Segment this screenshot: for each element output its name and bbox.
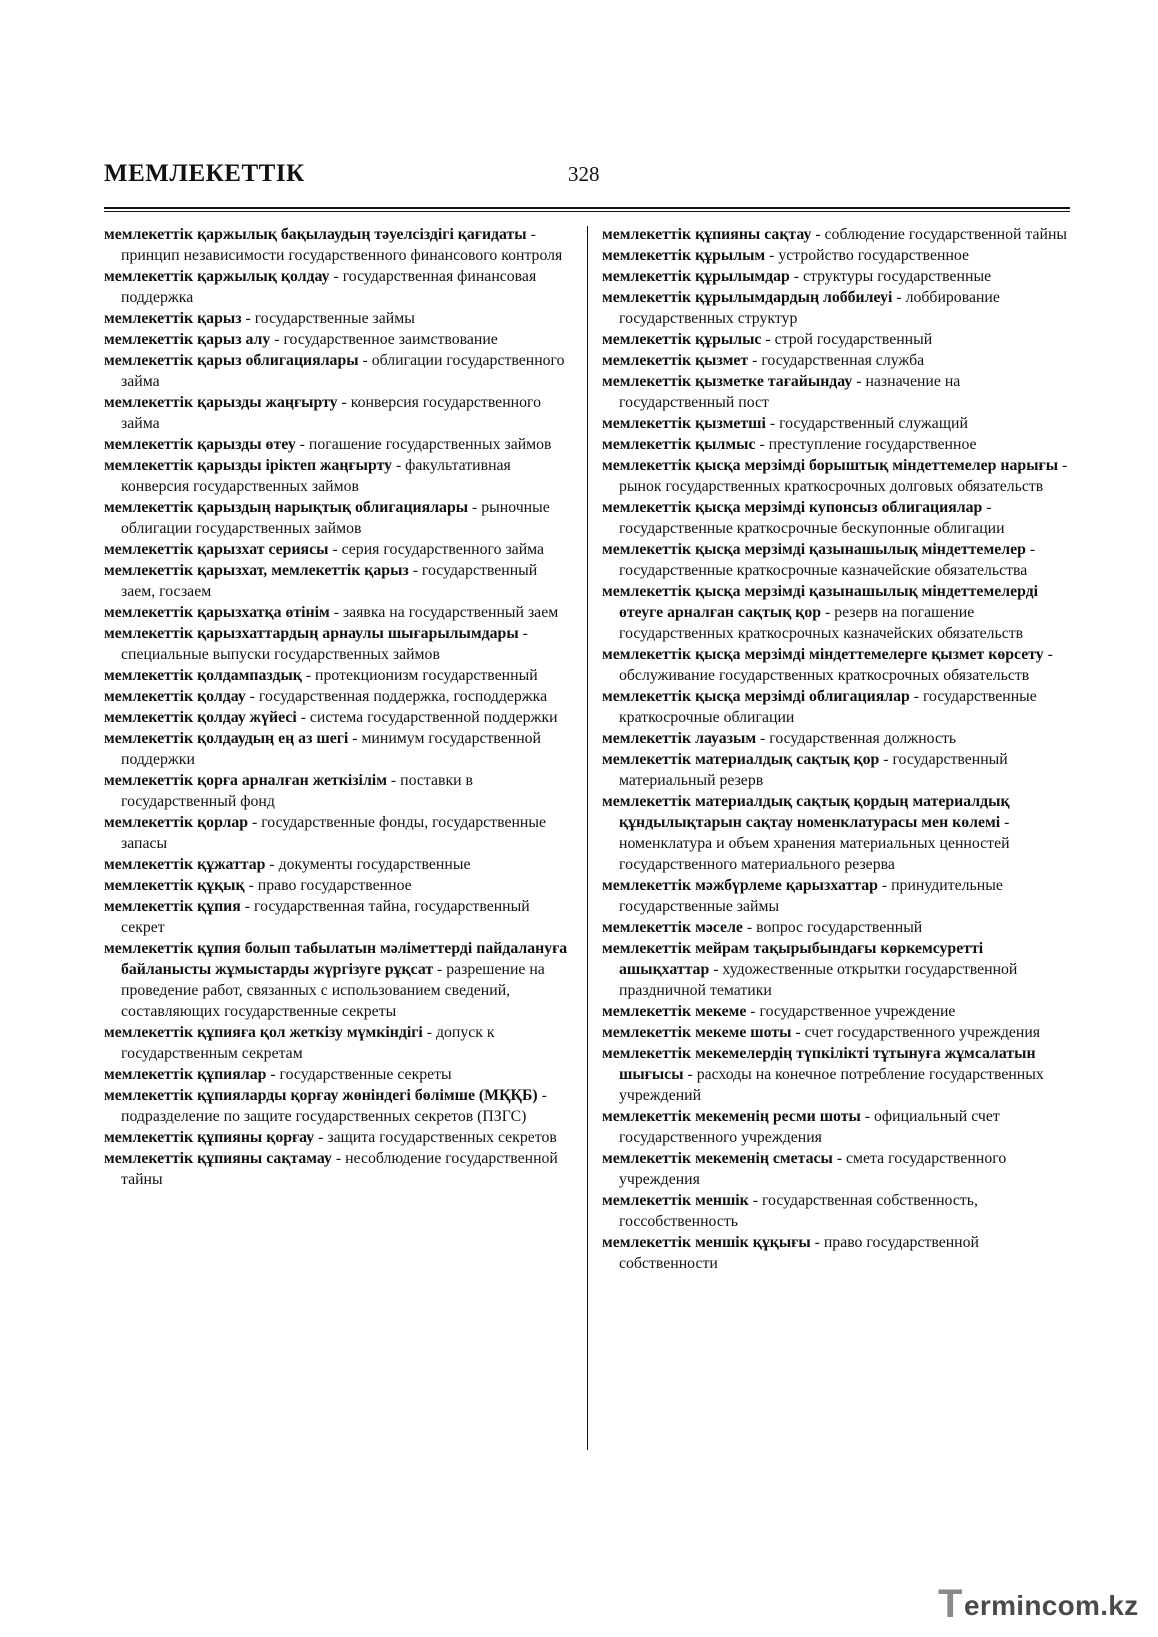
- right-column: [602, 224, 1072, 1274]
- entry-definition: - счет государственного учреждения: [791, 1024, 1041, 1041]
- entry-term: мемлекеттік құпияға қол жеткізу мүмкіндігі: [104, 1024, 423, 1041]
- dictionary-entry: [104, 1085, 570, 1127]
- entry-definition: - система государственной поддержки: [296, 709, 558, 726]
- entry-definition: - минимум государственной поддержки: [121, 730, 542, 768]
- entry-definition: - преступление государственное: [755, 436, 977, 453]
- dictionary-entry: [104, 308, 570, 329]
- entry-term: мемлекеттік құрылымдардың лоббилеуі: [602, 289, 893, 306]
- dictionary-entry: [104, 686, 570, 707]
- entry-term: мемлекеттік меншік: [602, 1192, 749, 1209]
- dictionary-entry: [602, 224, 1072, 245]
- left-column: [104, 224, 570, 1190]
- dictionary-entry: [602, 1232, 1072, 1274]
- entry-definition: - облигации государственного займа: [121, 352, 565, 390]
- entry-term: мемлекеттік құрылыс: [602, 331, 762, 348]
- entry-term: мемлекеттік қолдау: [104, 688, 246, 705]
- dictionary-entry: [602, 539, 1072, 581]
- entry-definition: - номенклатура и объем хранения материальных ценностей государственного материального резерва: [619, 814, 1010, 873]
- entry-term: мемлекеттік қарызхаттардың арнаулы шығарылымдары: [104, 625, 519, 642]
- dictionary-entry: [104, 602, 570, 623]
- entry-term: мемлекеттік қысқа мерзімді купонсыз облигациялар: [602, 499, 983, 516]
- entry-definition: - обслуживание государственных краткосрочных обязательств: [619, 646, 1053, 684]
- dictionary-entry: [602, 749, 1072, 791]
- entry-definition: - государственная должность: [756, 730, 957, 747]
- entry-term: мемлекеттік мекеме: [602, 1003, 747, 1020]
- entry-term: мемлекеттік қарызхат сериясы: [104, 541, 329, 558]
- entry-term: мемлекеттік қарыздың нарықтық облигациялары: [104, 499, 469, 516]
- entry-term: мемлекеттік құпия болып табылатын мәліметтерді пайдалануға байланысты жұмыстарды жүргізуге рұқсат: [104, 940, 568, 978]
- entry-term: мемлекеттік мекеменің сметасы: [602, 1150, 833, 1167]
- dictionary-entry: [602, 644, 1072, 686]
- entry-term: мемлекеттік қолдаудың ең аз шегі: [104, 730, 349, 747]
- entry-term: мемлекеттік меншік құқығы: [602, 1234, 811, 1251]
- entry-term: мемлекеттік қысқа мерзімді облигациялар: [602, 688, 910, 705]
- dictionary-entry: [602, 1148, 1072, 1190]
- entry-term: мемлекеттік қорлар: [104, 814, 249, 831]
- entry-definition: - факультативная конверсия государственных займов: [121, 457, 511, 495]
- dictionary-entry: [104, 812, 570, 854]
- dictionary-entry: [104, 623, 570, 665]
- entry-definition: - принудительные государственные займы: [619, 877, 1003, 915]
- entry-definition: - соблюдение государственной тайны: [811, 226, 1068, 243]
- entry-term: мемлекеттік қаржылық қолдау: [104, 268, 330, 285]
- entry-term: мемлекеттік мекемелердің түпкілікті тұтынуға жұмсалатын шығысы: [602, 1045, 1036, 1083]
- dictionary-entry: [104, 434, 570, 455]
- dictionary-entry: [602, 413, 1072, 434]
- dictionary-entry: [104, 1022, 570, 1064]
- entry-definition: - государственные краткосрочные казначейские обязательства: [619, 541, 1036, 579]
- dictionary-entry: [104, 329, 570, 350]
- dictionary-entry: [104, 350, 570, 392]
- header-rule-thin: [104, 211, 1070, 212]
- dictionary-entry: [104, 770, 570, 812]
- dictionary-entry: [104, 896, 570, 938]
- entry-definition: - принцип независимости государственного финансового контроля: [121, 226, 563, 264]
- entry-definition: - право государственной собственности: [619, 1234, 979, 1272]
- dictionary-entry: [104, 392, 570, 434]
- dictionary-entry: [104, 266, 570, 308]
- dictionary-entry: [602, 1106, 1072, 1148]
- dictionary-entry: [602, 581, 1072, 644]
- dictionary-entry: [104, 497, 570, 539]
- dictionary-entry: [602, 1001, 1072, 1022]
- entry-term: мемлекеттік қызметші: [602, 415, 766, 432]
- dictionary-entry: [104, 1127, 570, 1148]
- entry-definition: - государственное заимствование: [270, 331, 498, 348]
- entry-definition: - государственная поддержка, господдержка: [245, 688, 548, 705]
- entry-term: мемлекеттік қарызды жаңғырту: [104, 394, 338, 411]
- entry-term: мемлекеттік құпияларды қорғау жөніндегі бөлімше (МҚҚБ): [104, 1087, 538, 1104]
- entry-term: мемлекеттік қылмыс: [602, 436, 756, 453]
- entry-term: мемлекеттік қызмет: [602, 352, 749, 369]
- header-rule-thick: [104, 207, 1070, 209]
- entry-definition: - протекционизм государственный: [301, 667, 538, 684]
- dictionary-entry: [602, 728, 1072, 749]
- watermark-logo-letter: T: [938, 1582, 963, 1626]
- entry-definition: - государственные краткосрочные бескупонные облигации: [619, 499, 1005, 537]
- dictionary-entry: [602, 791, 1072, 875]
- entry-definition: - официальный счет государственного учреждения: [619, 1108, 1000, 1146]
- dictionary-entry: [602, 455, 1072, 497]
- entry-definition: - государственная собственность, госсобственность: [619, 1192, 978, 1230]
- entry-definition: - смета государственного учреждения: [619, 1150, 1007, 1188]
- dictionary-entry: [104, 1064, 570, 1085]
- entry-term: мемлекеттік құрылымдар: [602, 268, 790, 285]
- page-header-title: МЕМЛЕКЕТТІК: [104, 160, 305, 187]
- entry-definition: - государственные фонды, государственные запасы: [121, 814, 546, 852]
- entry-definition: - государственный служащий: [765, 415, 968, 432]
- entry-definition: - устройство государственное: [765, 247, 970, 264]
- entry-definition: - поставки в государственный фонд: [121, 772, 473, 810]
- dictionary-entry: [104, 539, 570, 560]
- entry-definition: - серия государственного займа: [328, 541, 545, 558]
- entry-definition: - художественные открытки государственной праздничной тематики: [619, 961, 1018, 999]
- page-number: 328: [568, 162, 600, 186]
- entry-term: мемлекеттік мекеменің ресми шоты: [602, 1108, 861, 1125]
- entry-definition: - разрешение на проведение работ, связанных с использованием сведений, составляющих государственные секреты: [121, 961, 545, 1020]
- dictionary-entry: [104, 728, 570, 770]
- entry-term: мемлекеттік қорға арналған жеткізілім: [104, 772, 387, 789]
- entry-definition: - защита государственных секретов: [314, 1129, 557, 1146]
- entry-term: мемлекеттік қолдампаздық: [104, 667, 302, 684]
- entry-term: мемлекеттік мейрам тақырыбындағы көркемсуретті ашықхаттар: [602, 940, 984, 978]
- watermark-text: ermincom.kz: [964, 1590, 1139, 1621]
- dictionary-entry: [602, 497, 1072, 539]
- column-divider: [587, 226, 588, 1450]
- dictionary-entry: [104, 560, 570, 602]
- dictionary-entry: [602, 245, 1072, 266]
- dictionary-entry: [602, 938, 1072, 1001]
- entry-definition: - вопрос государственный: [742, 919, 923, 936]
- dictionary-entry: [104, 224, 570, 266]
- entry-definition: - структуры государственные: [789, 268, 992, 285]
- dictionary-entry: [602, 329, 1072, 350]
- entry-definition: - государственные займы: [241, 310, 415, 327]
- entry-term: мемлекеттік мекеме шоты: [602, 1024, 792, 1041]
- dictionary-entry: [104, 854, 570, 875]
- dictionary-entry: [104, 665, 570, 686]
- dictionary-entry: [602, 686, 1072, 728]
- entry-term: мемлекеттік қарызды іріктеп жаңғырту: [104, 457, 393, 474]
- entry-definition: - документы государственные: [265, 856, 471, 873]
- dictionary-entry: [104, 875, 570, 896]
- dictionary-entry: [602, 350, 1072, 371]
- entry-term: мемлекеттік қолдау жүйесі: [104, 709, 297, 726]
- dictionary-entry: [104, 938, 570, 1022]
- entry-definition: - строй государственный: [761, 331, 933, 348]
- entry-definition: - государственные краткосрочные облигации: [619, 688, 1037, 726]
- entry-term: мемлекеттік лауазым: [602, 730, 757, 747]
- entry-term: мемлекеттік құпияны қорғау: [104, 1129, 315, 1146]
- entry-definition: - государственное учреждение: [746, 1003, 956, 1020]
- entry-definition: - заявка на государственный заем: [329, 604, 559, 621]
- entry-definition: - подразделение по защите государственных секретов (ПЗГС): [121, 1087, 547, 1125]
- dictionary-entry: [602, 917, 1072, 938]
- entry-term: мемлекеттік қарызды өтеу: [104, 436, 296, 453]
- entry-term: мемлекеттік мәжбүрлеме қарызхаттар: [602, 877, 878, 894]
- entry-term: мемлекеттік материалдық сақтық қор: [602, 751, 880, 768]
- entry-term: мемлекеттік қысқа мерзімді қазынашылық міндеттемелерді өтеуге арналған сақтық қор: [602, 583, 1039, 621]
- dictionary-entry: [602, 266, 1072, 287]
- entry-definition: - право государственное: [244, 877, 412, 894]
- entry-definition: - конверсия государственного займа: [121, 394, 541, 432]
- entry-definition: - специальные выпуски государственных займов: [121, 625, 528, 663]
- entry-term: мемлекеттік құпияны сақтау: [602, 226, 812, 243]
- termincom-watermark: [938, 1582, 1148, 1632]
- entry-definition: - расходы на конечное потребление государственных учреждений: [619, 1066, 1044, 1104]
- dictionary-entry: [602, 1190, 1072, 1232]
- entry-definition: - государственная финансовая поддержка: [121, 268, 537, 306]
- entry-term: мемлекеттік қысқа мерзімді борыштық міндеттемелер нарығы: [602, 457, 1059, 474]
- dictionary-entry: [104, 707, 570, 728]
- dictionary-entry: [602, 1022, 1072, 1043]
- dictionary-entry: [104, 1148, 570, 1190]
- entry-definition: - погашение государственных займов: [295, 436, 552, 453]
- entry-definition: - назначение на государственный пост: [619, 373, 961, 411]
- dictionary-entry: [602, 287, 1072, 329]
- dictionary-entry: [602, 371, 1072, 413]
- dictionary-entry: [602, 875, 1072, 917]
- entry-definition: - рынок государственных краткосрочных долговых обязательств: [619, 457, 1068, 495]
- entry-term: мемлекеттік қарыз облигациялары: [104, 352, 359, 369]
- entry-term: мемлекеттік материалдық сақтық қордың материалдық құндылықтарын сақтау номенклатурасы мен көлемі: [602, 793, 1010, 831]
- dictionary-entry: [602, 1043, 1072, 1106]
- entry-term: мемлекеттік қысқа мерзімді міндеттемелерге қызмет көрсету: [602, 646, 1044, 663]
- entry-definition: - лоббирование государственных структур: [619, 289, 1000, 327]
- entry-term: мемлекеттік қызметке тағайындау: [602, 373, 853, 390]
- entry-definition: - государственные секреты: [266, 1066, 452, 1083]
- entry-term: мемлекеттік қарызхатқа өтінім: [104, 604, 330, 621]
- entry-definition: - государственный заем, госзаем: [121, 562, 538, 600]
- entry-term: мемлекеттік құжаттар: [104, 856, 266, 873]
- entry-term: мемлекеттік қарызхат, мемлекеттік қарыз: [104, 562, 409, 579]
- entry-term: мемлекеттік қарыз: [104, 310, 242, 327]
- entry-definition: - государственная служба: [748, 352, 925, 369]
- entry-term: мемлекеттік қысқа мерзімді қазынашылық міндеттемелер: [602, 541, 1026, 558]
- entry-definition: - государственная тайна, государственный секрет: [121, 898, 530, 936]
- entry-definition: - государственный материальный резерв: [619, 751, 1008, 789]
- entry-term: мемлекеттік құпия: [104, 898, 241, 915]
- entry-term: мемлекеттік мәселе: [602, 919, 743, 936]
- dictionary-entry: [104, 455, 570, 497]
- entry-definition: - рыночные облигации государственных займов: [121, 499, 550, 537]
- entry-term: мемлекеттік құпиялар: [104, 1066, 267, 1083]
- entry-term: мемлекеттік құқық: [104, 877, 245, 894]
- dictionary-entry: [602, 434, 1072, 455]
- entry-term: мемлекеттік құрылым: [602, 247, 766, 264]
- entry-definition: - резерв на погашение государственных краткосрочных казначейских обязательств: [619, 604, 1024, 642]
- entry-term: мемлекеттік құпияны сақтамау: [104, 1150, 332, 1167]
- entry-term: мемлекеттік қаржылық бақылаудың тәуелсіздігі қағидаты: [104, 226, 527, 243]
- entry-definition: - допуск к государственным секретам: [121, 1024, 495, 1062]
- entry-definition: - несоблюдение государственной тайны: [121, 1150, 558, 1188]
- entry-term: мемлекеттік қарыз алу: [104, 331, 271, 348]
